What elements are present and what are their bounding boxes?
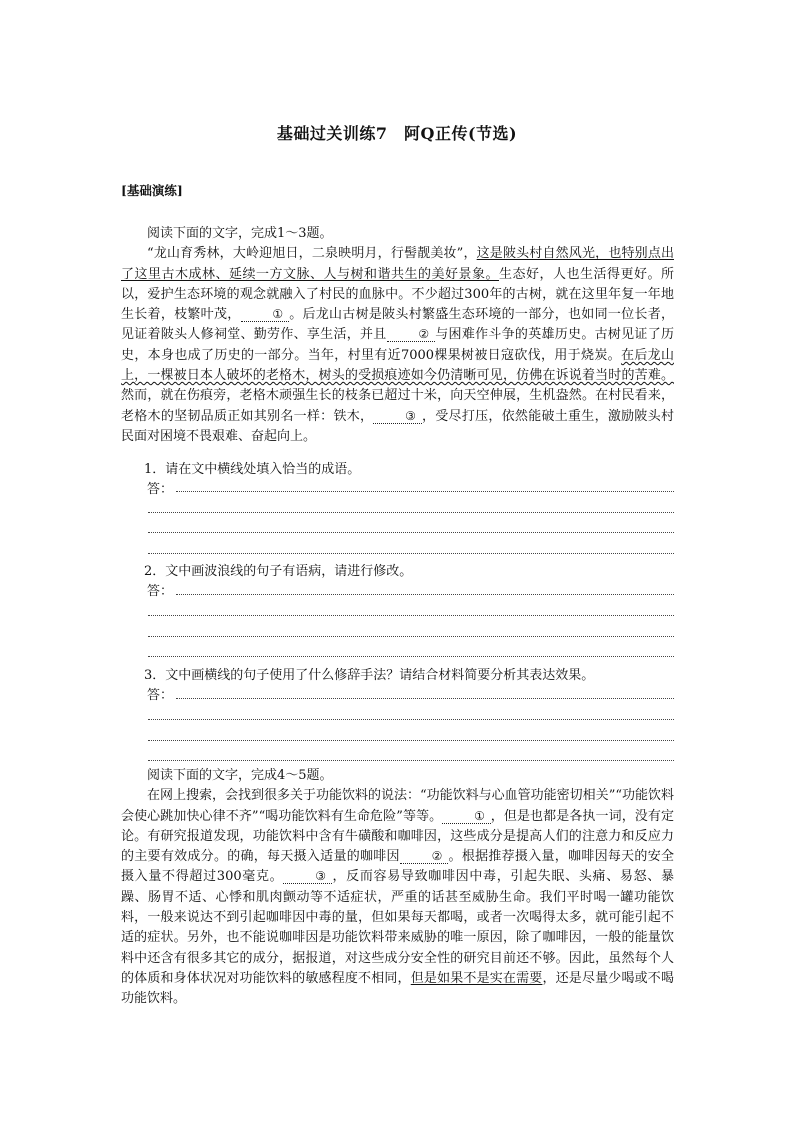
passage-2-intro: 阅读下面的文字，完成4～5题。 bbox=[147, 768, 333, 783]
wavy-sentence: 在后龙山上，一棵被日本人破坏的老格木，树头的受损痕迹如今仍清晰可见，仿佛在诉说着当时的苦难。 bbox=[121, 347, 674, 384]
blank-3-label: ③ bbox=[405, 408, 416, 423]
passage-1-seg3: 生态好，人也生活得更好。所以，爱护生态环境的观念就融入了村民的血脉中。不少超过300年的古树，就在这里年复一年地生长着，枝繁叶茂， bbox=[121, 266, 674, 323]
blank-1-label: ① bbox=[272, 307, 284, 322]
blank-6-label: ③ bbox=[315, 869, 326, 884]
blank-2[interactable] bbox=[387, 327, 435, 342]
passage-2 bbox=[121, 766, 674, 1010]
blank-4[interactable] bbox=[442, 809, 490, 824]
passage-1-seg5: 与困难作斗争的英雄历史。古树见证了历史，本身也成了历史的一部分。当年，村里有近7000棵果树被日寇砍伐，用于烧炭。 bbox=[121, 327, 674, 363]
passage-2-seg6: ，还是尽量少喝或不喝功能饮料。 bbox=[121, 970, 674, 1007]
answer-2-line-4[interactable] bbox=[148, 656, 674, 657]
passage-1-intro: 阅读下面的文字，完成1～3题。 bbox=[147, 226, 333, 241]
blank-5[interactable] bbox=[400, 849, 448, 864]
answer-1-line-2[interactable] bbox=[148, 512, 674, 513]
passage-1-seg1: “龙山育秀林，大岭迎旭日，二泉映明月，行髻靓美妆”， bbox=[147, 246, 477, 262]
passage-2-seg1: 在网上搜索，会找到很多关于功能饮料的说法：“功能饮料与心血管功能密切相关”“功能饮料会使心跳加快心律不齐”“喝功能饮料有生命危险”等等。 bbox=[121, 788, 674, 824]
blank-3[interactable] bbox=[373, 409, 421, 424]
answer-3-line-3[interactable] bbox=[148, 740, 674, 741]
answer-2-line-1[interactable] bbox=[176, 594, 674, 595]
answer-1-line-3[interactable] bbox=[148, 532, 674, 533]
blank-4-label: ① bbox=[474, 808, 485, 823]
question-1: 1．请在文中横线处填入恰当的成语。 bbox=[144, 462, 361, 477]
question-2: 2．文中画波浪线的句子有语病，请进行修改。 bbox=[144, 564, 413, 579]
blank-5-label: ② bbox=[431, 849, 443, 864]
answer-2-label: 答： bbox=[147, 584, 174, 599]
passage-1-seg7: 然而，就在伤痕旁，老格木顽强生长的枝条已超过十米，向天空伸展，生机盎然。在村民看来，老格木的坚韧品质正如其别名一样：铁木， bbox=[121, 388, 674, 424]
answer-2-line-3[interactable] bbox=[148, 636, 674, 637]
passage-2-seg3: 。根据推荐摄入量，咖啡因每天的安全摄入量不得超过300毫克。 bbox=[121, 849, 674, 885]
underlined-sentence: 这是陂头村自然风光，也特别点出了这里古木成林、延续一方文脉、人与树和谐共生的美好景象。 bbox=[121, 246, 674, 282]
answer-2-line-2[interactable] bbox=[148, 615, 674, 616]
answer-3-line-4[interactable] bbox=[148, 760, 674, 761]
page-title: 基础过关训练7 阿Q正传(节选) bbox=[276, 124, 518, 143]
question-3: 3．文中画横线的句子使用了什么修辞手法？请结合材料简要分析其表达效果。 bbox=[144, 668, 595, 683]
blank-6[interactable] bbox=[283, 869, 331, 884]
passage-2-seg2: ，但是也都是各执一词，没有定论。有研究报道发现，功能饮料中含有牛磺酸和咖啡因，这些成分是提高人们的注意力和反应力的主要有效成分。的确，每天摄入适量的咖啡因 bbox=[121, 808, 674, 865]
passage-1-body bbox=[121, 244, 674, 447]
passage-2-seg4: ，反而容易导致咖啡因中毒，引起失眠、头痛、易怒、暴躁、肠胃不适、心悸和肌肉颤动等不适症状，严重的话甚至威胁生命。我们平时喝一罐功能饮料，一般来说达不到引起咖啡因中毒的量，但如果每天都喝，或者一次喝得太多，就可能引起不适的症状。另外，也不能说咖啡因是功能饮料带来威胁的唯一原因，除了咖啡因，一般的能量饮料中还含有很多其它的成分，据报道，对这些成分安全性的研究目前还不够。因此，虽然每个人的体质和身体状况对功能饮料的敏感程度不相同， bbox=[121, 869, 674, 986]
blank-2-label: ② bbox=[418, 327, 430, 342]
passage-1-seg4: 。后龙山古树是陂头村繁盛生态环境的一部分，也如同一位长者，见证着陂头人修祠堂、勤劳作、享生活，并且 bbox=[121, 307, 674, 343]
underlined-phrase: 但是如果不是实在需要 bbox=[410, 970, 543, 986]
answer-1-label: 答： bbox=[147, 482, 174, 497]
answer-1-line-1[interactable] bbox=[176, 491, 674, 492]
answer-3-label: 答： bbox=[147, 688, 174, 703]
answer-3-line-2[interactable] bbox=[148, 719, 674, 720]
passage-1-seg8: ，受尽打压，依然能破土重生，激励陂头村民面对困境不畏艰难、奋起向上。 bbox=[121, 408, 674, 444]
answer-1-line-4[interactable] bbox=[148, 553, 674, 554]
answer-3-line-1[interactable] bbox=[176, 698, 674, 699]
passage-1 bbox=[121, 224, 674, 447]
section-label: [基础演练] bbox=[121, 183, 183, 198]
passage-2-body bbox=[121, 786, 674, 1009]
blank-1[interactable] bbox=[241, 307, 289, 322]
